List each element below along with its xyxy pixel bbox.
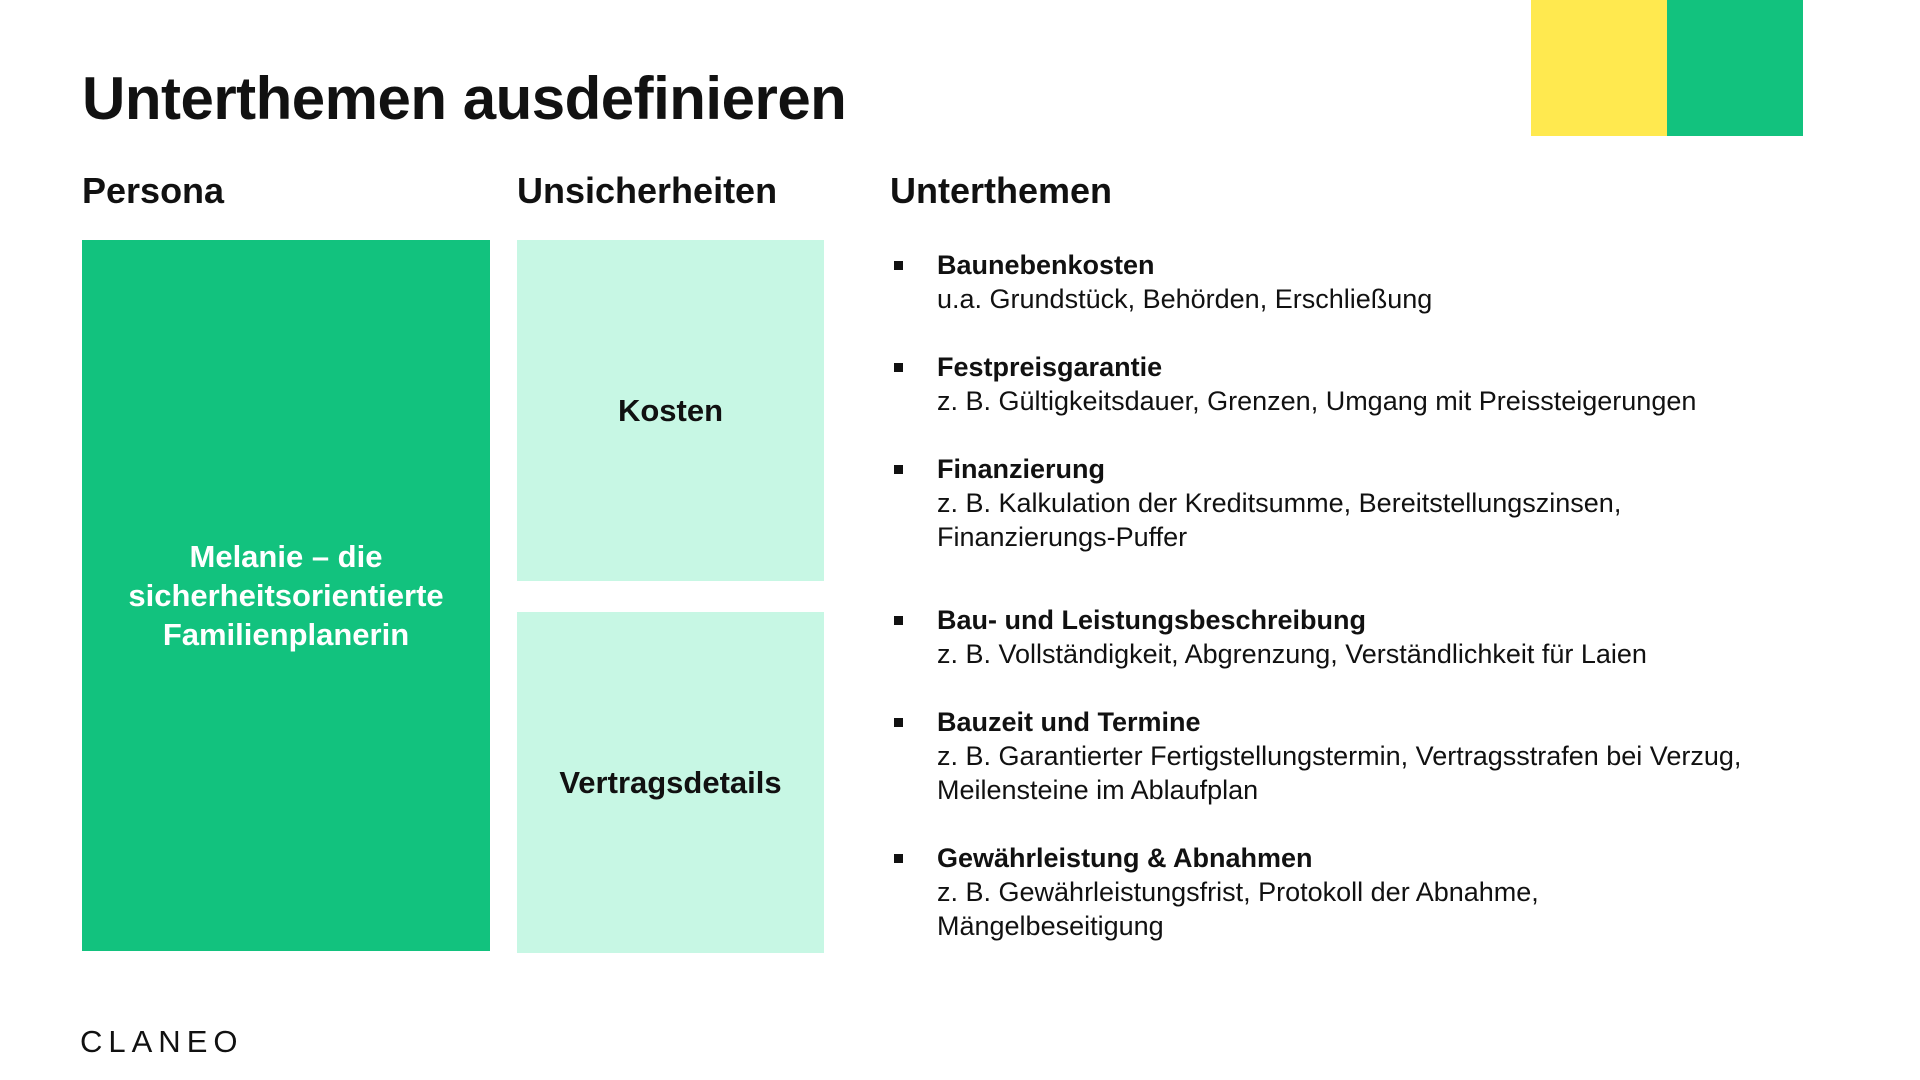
page-title: Unterthemen ausdefinieren (82, 65, 847, 132)
subtopic-description-line: Meilensteine im Ablaufplan (937, 775, 1259, 805)
column-header-unsicherheiten: Unsicherheiten (517, 170, 778, 211)
claneo-logo: CLANEO (80, 1024, 244, 1059)
persona-name (108, 537, 463, 654)
subtopic-title: Bauzeit und Termine (937, 707, 1201, 737)
subtopic-description-line: z. B. Gültigkeitsdauer, Grenzen, Umgang mit Preissteigerungen (937, 386, 1697, 416)
bullet-square-icon (894, 465, 903, 474)
uncertainty-label: Vertragsdetails (559, 764, 782, 800)
column-header-unterthemen: Unterthemen (890, 170, 1113, 211)
subtopic-description-line: Mängelbeseitigung (937, 911, 1164, 941)
uncertainty-card-vertragsdetails (517, 612, 824, 953)
column-header-persona: Persona (82, 170, 225, 211)
bullet-square-icon (894, 616, 903, 625)
subtopic-description-line: z. B. Gewährleistungsfrist, Protokoll der Abnahme, (937, 877, 1539, 907)
subtopic-list (890, 0, 1890, 1000)
subtopic-description-line: Finanzierungs-Puffer (937, 522, 1188, 552)
subtopic-title: Bau- und Leistungsbeschreibung (937, 605, 1367, 635)
subtopic-description-line: z. B. Kalkulation der Kreditsumme, Bereitstellungszinsen, (937, 488, 1622, 518)
bullet-square-icon (894, 363, 903, 372)
persona-line: Melanie – die (189, 539, 383, 574)
subtopic-description (937, 486, 1621, 554)
subtopic-description (937, 739, 1741, 807)
bullet-square-icon (894, 261, 903, 270)
subtopic-description (937, 384, 1696, 418)
subtopic-title: Gewährleistung & Abnahmen (937, 843, 1313, 873)
bullet-square-icon (894, 718, 903, 727)
bullet-square-icon (894, 854, 903, 863)
subtopic-description-line: z. B. Vollständigkeit, Abgrenzung, Verständlichkeit für Laien (937, 639, 1647, 669)
persona-line: Familienplanerin (162, 617, 410, 652)
persona-line: sicherheitsorientierte (128, 578, 444, 613)
subtopic-title: Festpreisgarantie (937, 352, 1163, 382)
uncertainty-label: Kosten (617, 392, 724, 428)
subtopic-description (937, 875, 1539, 943)
subtopic-description (937, 282, 1432, 316)
uncertainty-card-kosten (517, 240, 824, 581)
subtopic-description-line: z. B. Garantierter Fertigstellungstermin, Vertragsstrafen bei Verzug, (937, 741, 1742, 771)
subtopic-title: Finanzierung (937, 454, 1105, 484)
subtopic-description-line: u.a. Grundstück, Behörden, Erschließung (937, 284, 1433, 314)
persona-card (82, 240, 490, 951)
subtopic-description (937, 637, 1647, 671)
subtopic-title: Baunebenkosten (937, 250, 1155, 280)
